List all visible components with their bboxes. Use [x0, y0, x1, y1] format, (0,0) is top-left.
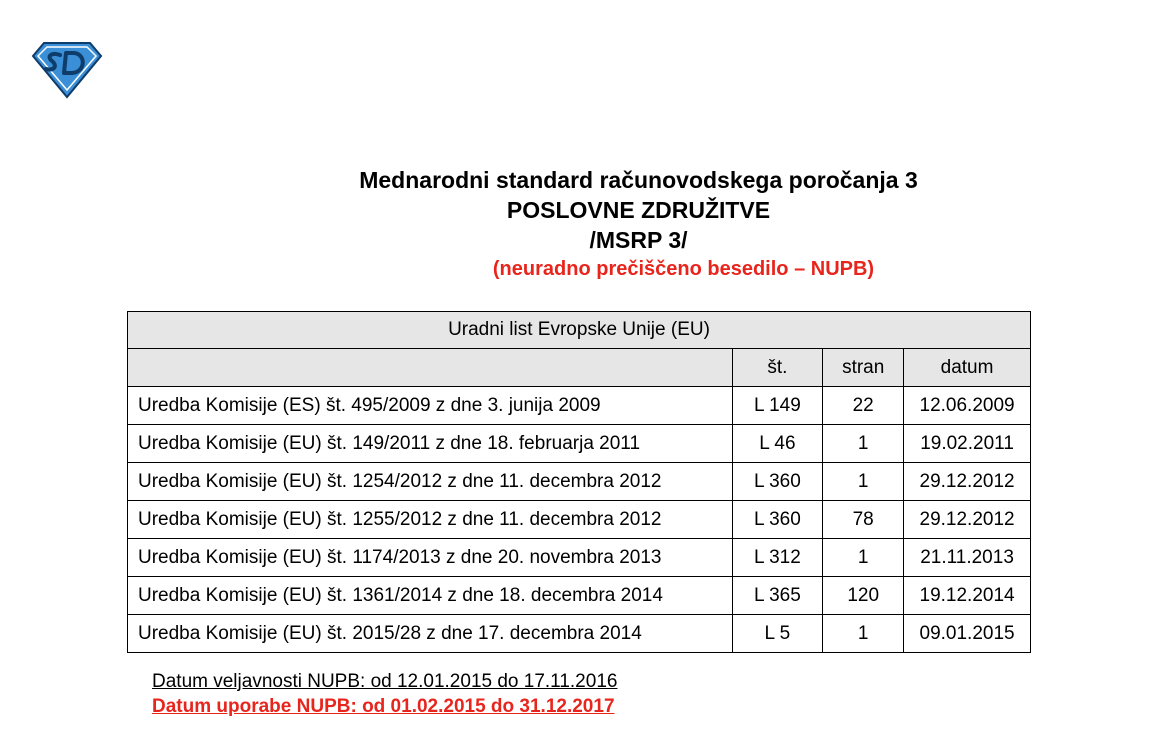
row-stran: 78	[823, 501, 904, 539]
row-stran: 1	[823, 615, 904, 653]
row-stran: 1	[823, 539, 904, 577]
table-row	[128, 539, 1031, 577]
row-st: L 365	[732, 577, 823, 615]
table-header-main: Uradni list Evropske Unije (EU)	[128, 312, 1031, 349]
row-stran: 120	[823, 577, 904, 615]
table-header-stran: stran	[823, 349, 904, 387]
row-description: Uredba Komisije (EU) št. 149/2011 z dne 18. februarja 2011	[128, 425, 733, 463]
official-journal-table	[127, 311, 1031, 653]
row-datum: 21.11.2013	[904, 539, 1031, 577]
row-datum: 19.12.2014	[904, 577, 1031, 615]
table-row	[128, 501, 1031, 539]
diamond-logo-icon	[30, 40, 104, 100]
row-description: Uredba Komisije (EU) št. 2015/28 z dne 17. decembra 2014	[128, 615, 733, 653]
title-line-2: POSLOVNE ZDRUŽITVE	[506, 197, 771, 223]
table-row	[128, 463, 1031, 501]
row-datum: 09.01.2015	[904, 615, 1031, 653]
table-row	[128, 615, 1031, 653]
row-datum: 19.02.2011	[904, 425, 1031, 463]
row-stran: 22	[823, 387, 904, 425]
validity-date-text: Datum veljavnosti NUPB: od 12.01.2015 do 17.11.2016	[152, 671, 618, 692]
table-row	[128, 577, 1031, 615]
usage-date-text: Datum uporabe NUPB: od 01.02.2015 do 31.12.2017	[152, 696, 615, 717]
row-st: L 149	[732, 387, 823, 425]
table-header-main-row	[128, 312, 1031, 349]
row-description: Uredba Komisije (ES) št. 495/2009 z dne 3. junija 2009	[128, 387, 733, 425]
row-st: L 5	[732, 615, 823, 653]
row-datum: 29.12.2012	[904, 501, 1031, 539]
table-header-datum: datum	[904, 349, 1031, 387]
organization-logo	[30, 40, 104, 100]
title-subtitle: (neuradno prečiščeno besedilo – NUPB)	[492, 258, 875, 280]
table-header-blank	[128, 349, 733, 387]
row-st: L 312	[732, 539, 823, 577]
row-st: L 360	[732, 463, 823, 501]
row-datum: 29.12.2012	[904, 463, 1031, 501]
table-header-columns-row	[128, 349, 1031, 387]
row-st: L 46	[732, 425, 823, 463]
footer-dates	[152, 669, 617, 719]
row-description: Uredba Komisije (EU) št. 1254/2012 z dne 11. decembra 2012	[128, 463, 733, 501]
table-row	[128, 425, 1031, 463]
row-stran: 1	[823, 463, 904, 501]
table-row	[128, 387, 1031, 425]
row-description: Uredba Komisije (EU) št. 1255/2012 z dne 11. decembra 2012	[128, 501, 733, 539]
row-st: L 360	[732, 501, 823, 539]
title-line-3: /MSRP 3/	[589, 227, 688, 253]
title-line-1: Mednarodni standard računovodskega poročanja 3	[359, 167, 918, 193]
row-description: Uredba Komisije (EU) št. 1361/2014 z dne 18. decembra 2014	[128, 577, 733, 615]
row-datum: 12.06.2009	[904, 387, 1031, 425]
row-stran: 1	[823, 425, 904, 463]
table-header-st: št.	[732, 349, 823, 387]
row-description: Uredba Komisije (EU) št. 1174/2013 z dne 20. novembra 2013	[128, 539, 733, 577]
document-title-block	[0, 165, 1157, 283]
